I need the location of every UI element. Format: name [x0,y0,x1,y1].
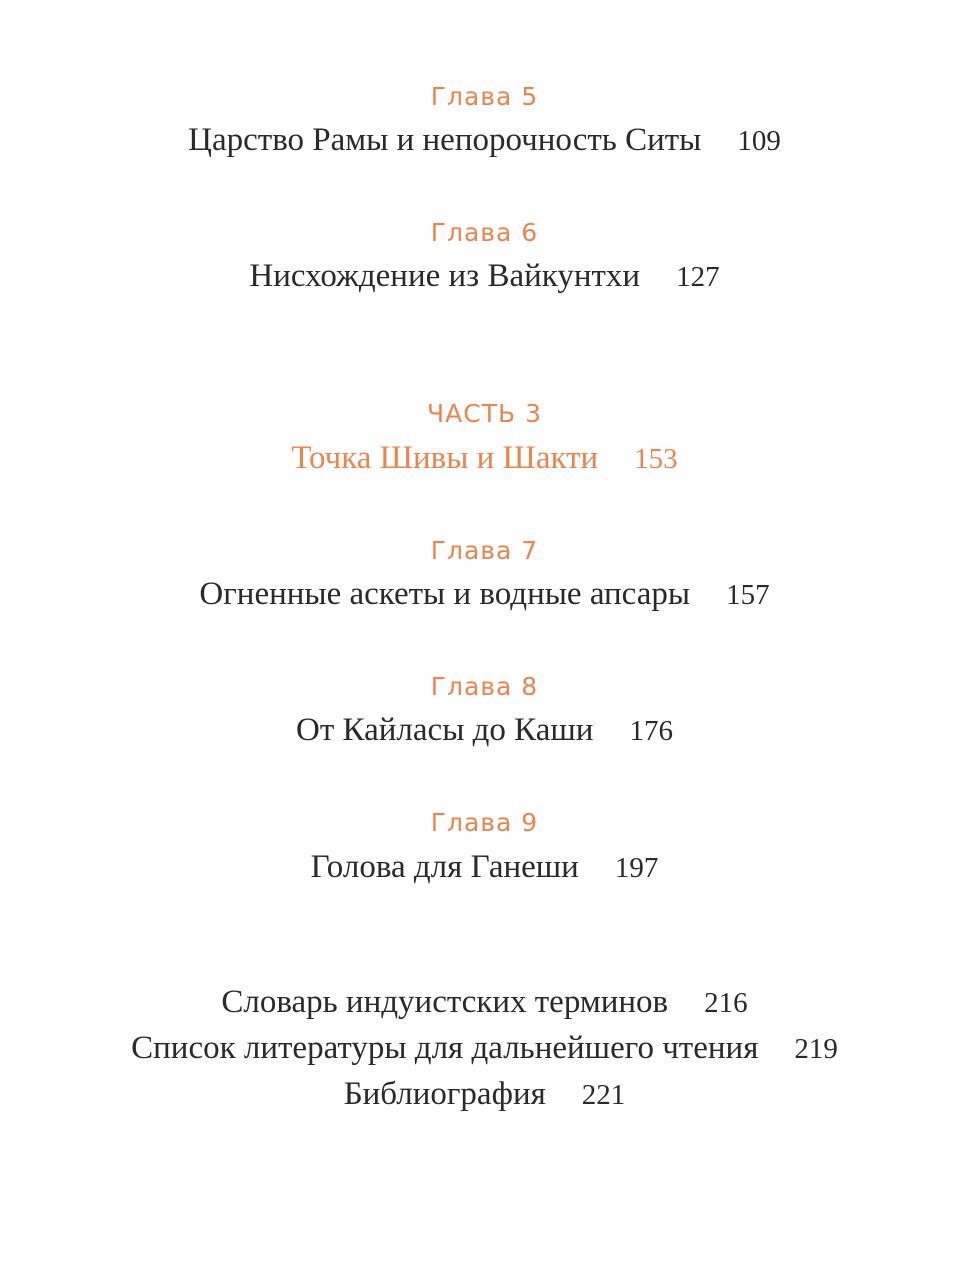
chapter-5-title: Царство Рамы и непорочность Ситы [188,122,702,158]
part-3-page: 153 [634,443,678,475]
chapter-5-page: 109 [737,125,781,157]
chapter-7-label: Глава 7 [430,536,539,565]
bibliography-title: Библиография [343,1076,546,1112]
glossary-entry [0,984,969,1021]
part-3-label: ЧАСТЬ 3 [427,399,542,428]
chapter-9-title: Голова для Ганеши [310,849,579,885]
further-reading-entry [0,1030,969,1067]
chapter-7-entry [0,576,969,613]
chapter-8-entry [0,712,969,749]
chapter-6-page: 127 [676,261,720,293]
part-3-entry [0,440,969,477]
chapter-7-page: 157 [726,579,770,611]
chapter-8-title: От Кайласы до Каши [296,712,594,748]
chapter-9-entry [0,849,969,886]
bibliography-page: 221 [581,1079,626,1111]
bibliography-entry [0,1076,969,1113]
further-reading-page: 219 [794,1033,838,1065]
chapter-5-label: Глава 5 [430,82,539,111]
glossary-page: 216 [704,987,748,1019]
chapter-5-entry [0,122,969,159]
chapter-7-title: Огненные аскеты и водные апсары [199,576,691,612]
chapter-9-page: 197 [614,852,659,884]
glossary-title: Словарь индуистских терминов [221,984,669,1020]
chapter-8-label: Глава 8 [430,672,539,701]
part-3-title: Точка Шивы и Шакти [291,440,599,476]
chapter-9-label: Глава 9 [430,808,539,837]
further-reading-title: Список литературы для дальнейшего чтения [131,1030,759,1066]
chapter-6-label: Глава 6 [430,218,539,247]
chapter-8-page: 176 [629,715,673,747]
chapter-6-title: Нисхождение из Вайкунтхи [249,258,641,294]
chapter-6-entry [0,258,969,295]
